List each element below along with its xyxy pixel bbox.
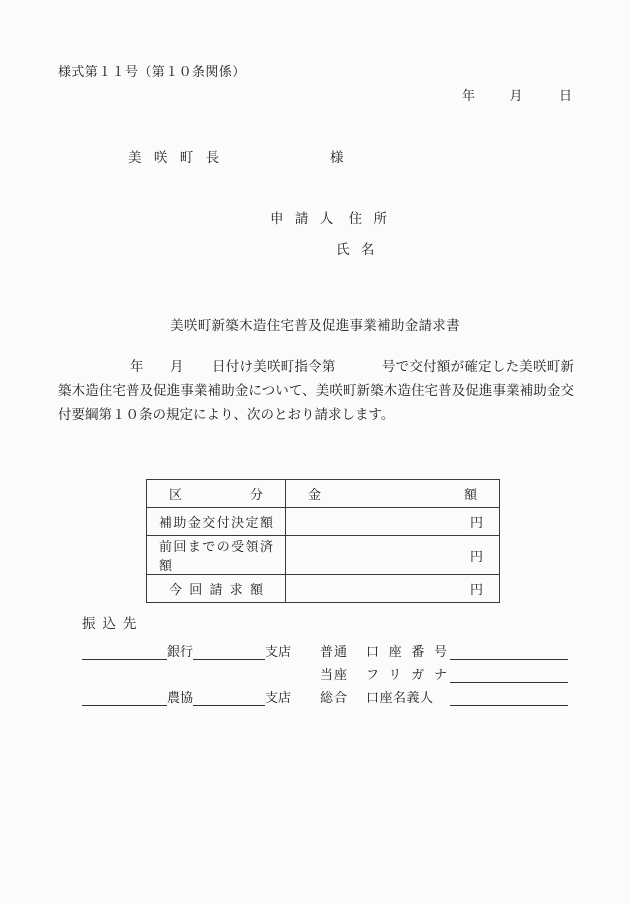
table-row [147, 508, 500, 536]
body-year-label: 年 [130, 359, 144, 374]
applicant-label: 申 請 人 [270, 211, 338, 226]
table-header-category [147, 480, 286, 508]
bank-institution-group-empty [82, 670, 320, 683]
table-header-amount [286, 480, 500, 508]
bank-branch-input[interactable] [193, 646, 265, 660]
table-header-row [147, 480, 500, 508]
row-value-previously-received[interactable]: 円 [286, 536, 500, 575]
account-holder-input[interactable] [450, 692, 568, 706]
table-header-amount-text: 金額 [308, 487, 477, 502]
row-label-current-claim [147, 575, 286, 603]
row-label-current-claim-text: 今回請求額 [169, 582, 263, 597]
body-order-text: 日付け美咲町指令第 [211, 359, 336, 374]
row-value-grant-decision[interactable]: 円 [286, 508, 500, 536]
row-label-previously-received [147, 536, 286, 575]
account-number-input[interactable] [450, 646, 568, 660]
row-label-previously-received-text: 前回までの受領済額 [159, 539, 273, 573]
page-title: 美咲町新築木造住宅普及促進事業補助金請求書 [170, 318, 460, 333]
table-row [147, 575, 500, 603]
bank-transfer-heading: 振込先 [82, 616, 144, 631]
account-kind-ordinary[interactable]: 普通 [320, 644, 349, 659]
addressee-mayor: 美 咲 町 長 [128, 150, 224, 165]
nokyo-branch-label: 支店 [265, 690, 292, 705]
furigana-input[interactable] [450, 669, 568, 683]
table-row [147, 536, 500, 575]
bank-branch-label: 支店 [265, 644, 292, 659]
applicant-name-label: 氏 名 [336, 242, 379, 257]
body-paragraph [58, 355, 574, 427]
table-header-category-text: 区分 [169, 487, 263, 502]
body-month-label: 月 [169, 359, 184, 374]
bank-institution-group-nokyo [82, 687, 320, 706]
bank-name-input[interactable] [82, 646, 167, 660]
bank-institution-group-bank [82, 641, 320, 660]
bank-name-spacer [82, 670, 167, 683]
furigana-label: フリガナ [366, 667, 450, 682]
account-kind-current[interactable]: 当座 [320, 667, 349, 682]
row-label-grant-decision-text: 補助金交付決定額 [159, 515, 273, 530]
row-value-current-claim[interactable]: 円 [286, 575, 500, 603]
bank-institution-label: 銀行 [167, 644, 194, 659]
nokyo-branch-input[interactable] [193, 692, 265, 706]
account-holder-label: 口座名義人 [366, 690, 434, 705]
bank-transfer-block [82, 637, 568, 706]
date-year-label: 年 [461, 88, 475, 103]
date-month-label: 月 [509, 88, 523, 103]
date-day-label: 日 [558, 88, 572, 103]
applicant-address-row [270, 207, 391, 227]
form-number: 様式第１１号（第１０条関係） [58, 64, 246, 79]
account-number-label: 口座番号 [366, 644, 450, 659]
date-line [0, 85, 572, 104]
addressee-honorific: 様 [330, 150, 344, 165]
row-label-grant-decision [147, 508, 286, 536]
bank-branch-spacer [167, 670, 239, 683]
bank-row-current [82, 660, 568, 683]
nokyo-name-input[interactable] [82, 692, 167, 706]
bank-row-general [82, 683, 568, 706]
body-main-text: 号で交付額が確定した美咲町新築木造住宅普及促進事業補助金について、美咲町新築木造住宅普及促進事業補助金交付要綱第１０条の規定により、次のとおり請求します。 [58, 359, 575, 422]
bank-row-ordinary [82, 637, 568, 660]
amount-table [146, 479, 500, 603]
applicant-address-label: 住 所 [348, 211, 391, 226]
account-kind-general[interactable]: 総合 [320, 690, 349, 705]
nokyo-institution-label: 農協 [167, 690, 194, 705]
